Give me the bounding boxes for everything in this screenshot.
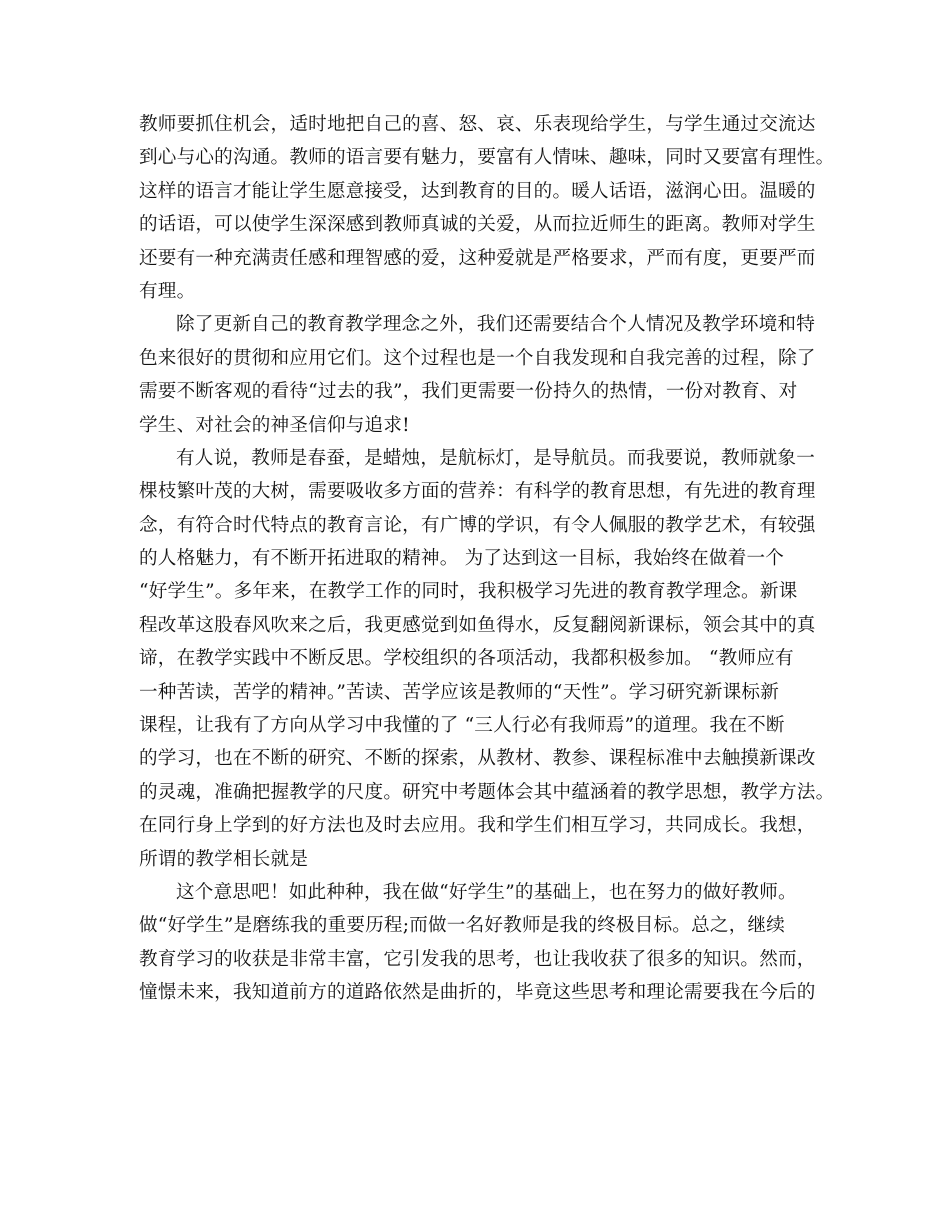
text-line: 学生、对社会的神圣信仰与追求! (139, 414, 410, 436)
text-line: 念，有符合时代特点的教育言论，有广博的学识，有令人佩服的教学艺术，有较强 (139, 514, 816, 536)
text-line: 一种苦读，苦学的精神。”苦读、苦学应该是教师的“天性”。学习研究新课标新 (139, 681, 780, 703)
text-line: 还要有一种充满责任感和理智感的爱，这种爱就是严格要求，严而有度，更要严而 (139, 247, 816, 269)
text-line: 憧憬未来，我知道前方的道路依然是曲折的，毕竟这些思考和理论需要我在今后的 (139, 982, 816, 1004)
text-line: “好学生”。多年来，在教学工作的同时，我积极学习先进的教育教学理念。新课 (139, 581, 798, 603)
text-line: 需要不断客观的看待“过去的我”，我们更需要一份持久的热情，一份对教育、对 (139, 381, 798, 403)
text-line: 教师要抓住机会，适时地把自己的喜、怒、哀、乐表现给学生，与学生通过交流达 (139, 114, 816, 135)
text-line: 的灵魂，准确把握教学的尺度。研究中考题体会其中蕴涵着的教学思想，教学方法。 (139, 781, 835, 803)
text-line: 的人格魅力，有不断开拓进取的精神。 为了达到这一目标，我始终在做着一个 (139, 548, 785, 570)
text-line: 有理。 (139, 280, 196, 302)
text-line: 在同行身上学到的好方法也及时去应用。我和学生们相互学习，共同成长。我想， (139, 815, 816, 837)
text-line: 课程，让我有了方向从学习中我懂的了 “三人行必有我师焉”的道理。我在不断 (139, 715, 785, 737)
text-line: 谛，在教学实践中不断反思。学校组织的各项活动，我都积极参加。 “教师应有 (139, 648, 794, 670)
text-line: 色来很好的贯彻和应用它们。这个过程也是一个自我发现和自我完善的过程，除了 (139, 347, 816, 369)
text-line: 做“好学生”是磨练我的重要历程;而做一名好教师是我的终极目标。总之，继续 (139, 915, 786, 937)
text-line: 除了更新自己的教育教学理念之外，我们还需要结合个人情况及教学环境和特 (176, 314, 815, 336)
text-line: 棵枝繁叶茂的大树，需要吸收多方面的营养：有科学的教育思想，有先进的教育理 (139, 481, 816, 503)
text-line: 所谓的教学相长就是 (139, 848, 309, 870)
text-line: 到心与心的沟通。教师的语言要有魅力，要富有人情味、趣味，同时又要富有理性。 (139, 147, 835, 169)
text-line: 有人说，教师是春蚕，是蜡烛，是航标灯，是导航员。而我要说，教师就象一 (176, 447, 815, 469)
document-body (139, 108, 835, 1010)
text-line: 的话语，可以使学生深深感到教师真诚的关爱，从而拉近师生的距离。教师对学生 (139, 214, 816, 236)
text-line: 程改革这股春风吹来之后，我更感觉到如鱼得水，反复翻阅新课标，领会其中的真 (139, 614, 816, 636)
text-line: 的学习，也在不断的研究、不断的探索，从教材、教参、课程标准中去触摸新课改 (139, 748, 816, 770)
text-line: 这样的语言才能让学生愿意接受，达到教育的目的。暖人话语，滋润心田。温暖的 (139, 180, 816, 202)
text-line: 这个意思吧！如此种种，我在做“好学生”的基础上，也在努力的做好教师。 (176, 881, 797, 903)
text-line: 教育学习的收获是非常丰富，它引发我的思考，也让我收获了很多的知识。然而， (139, 948, 816, 970)
